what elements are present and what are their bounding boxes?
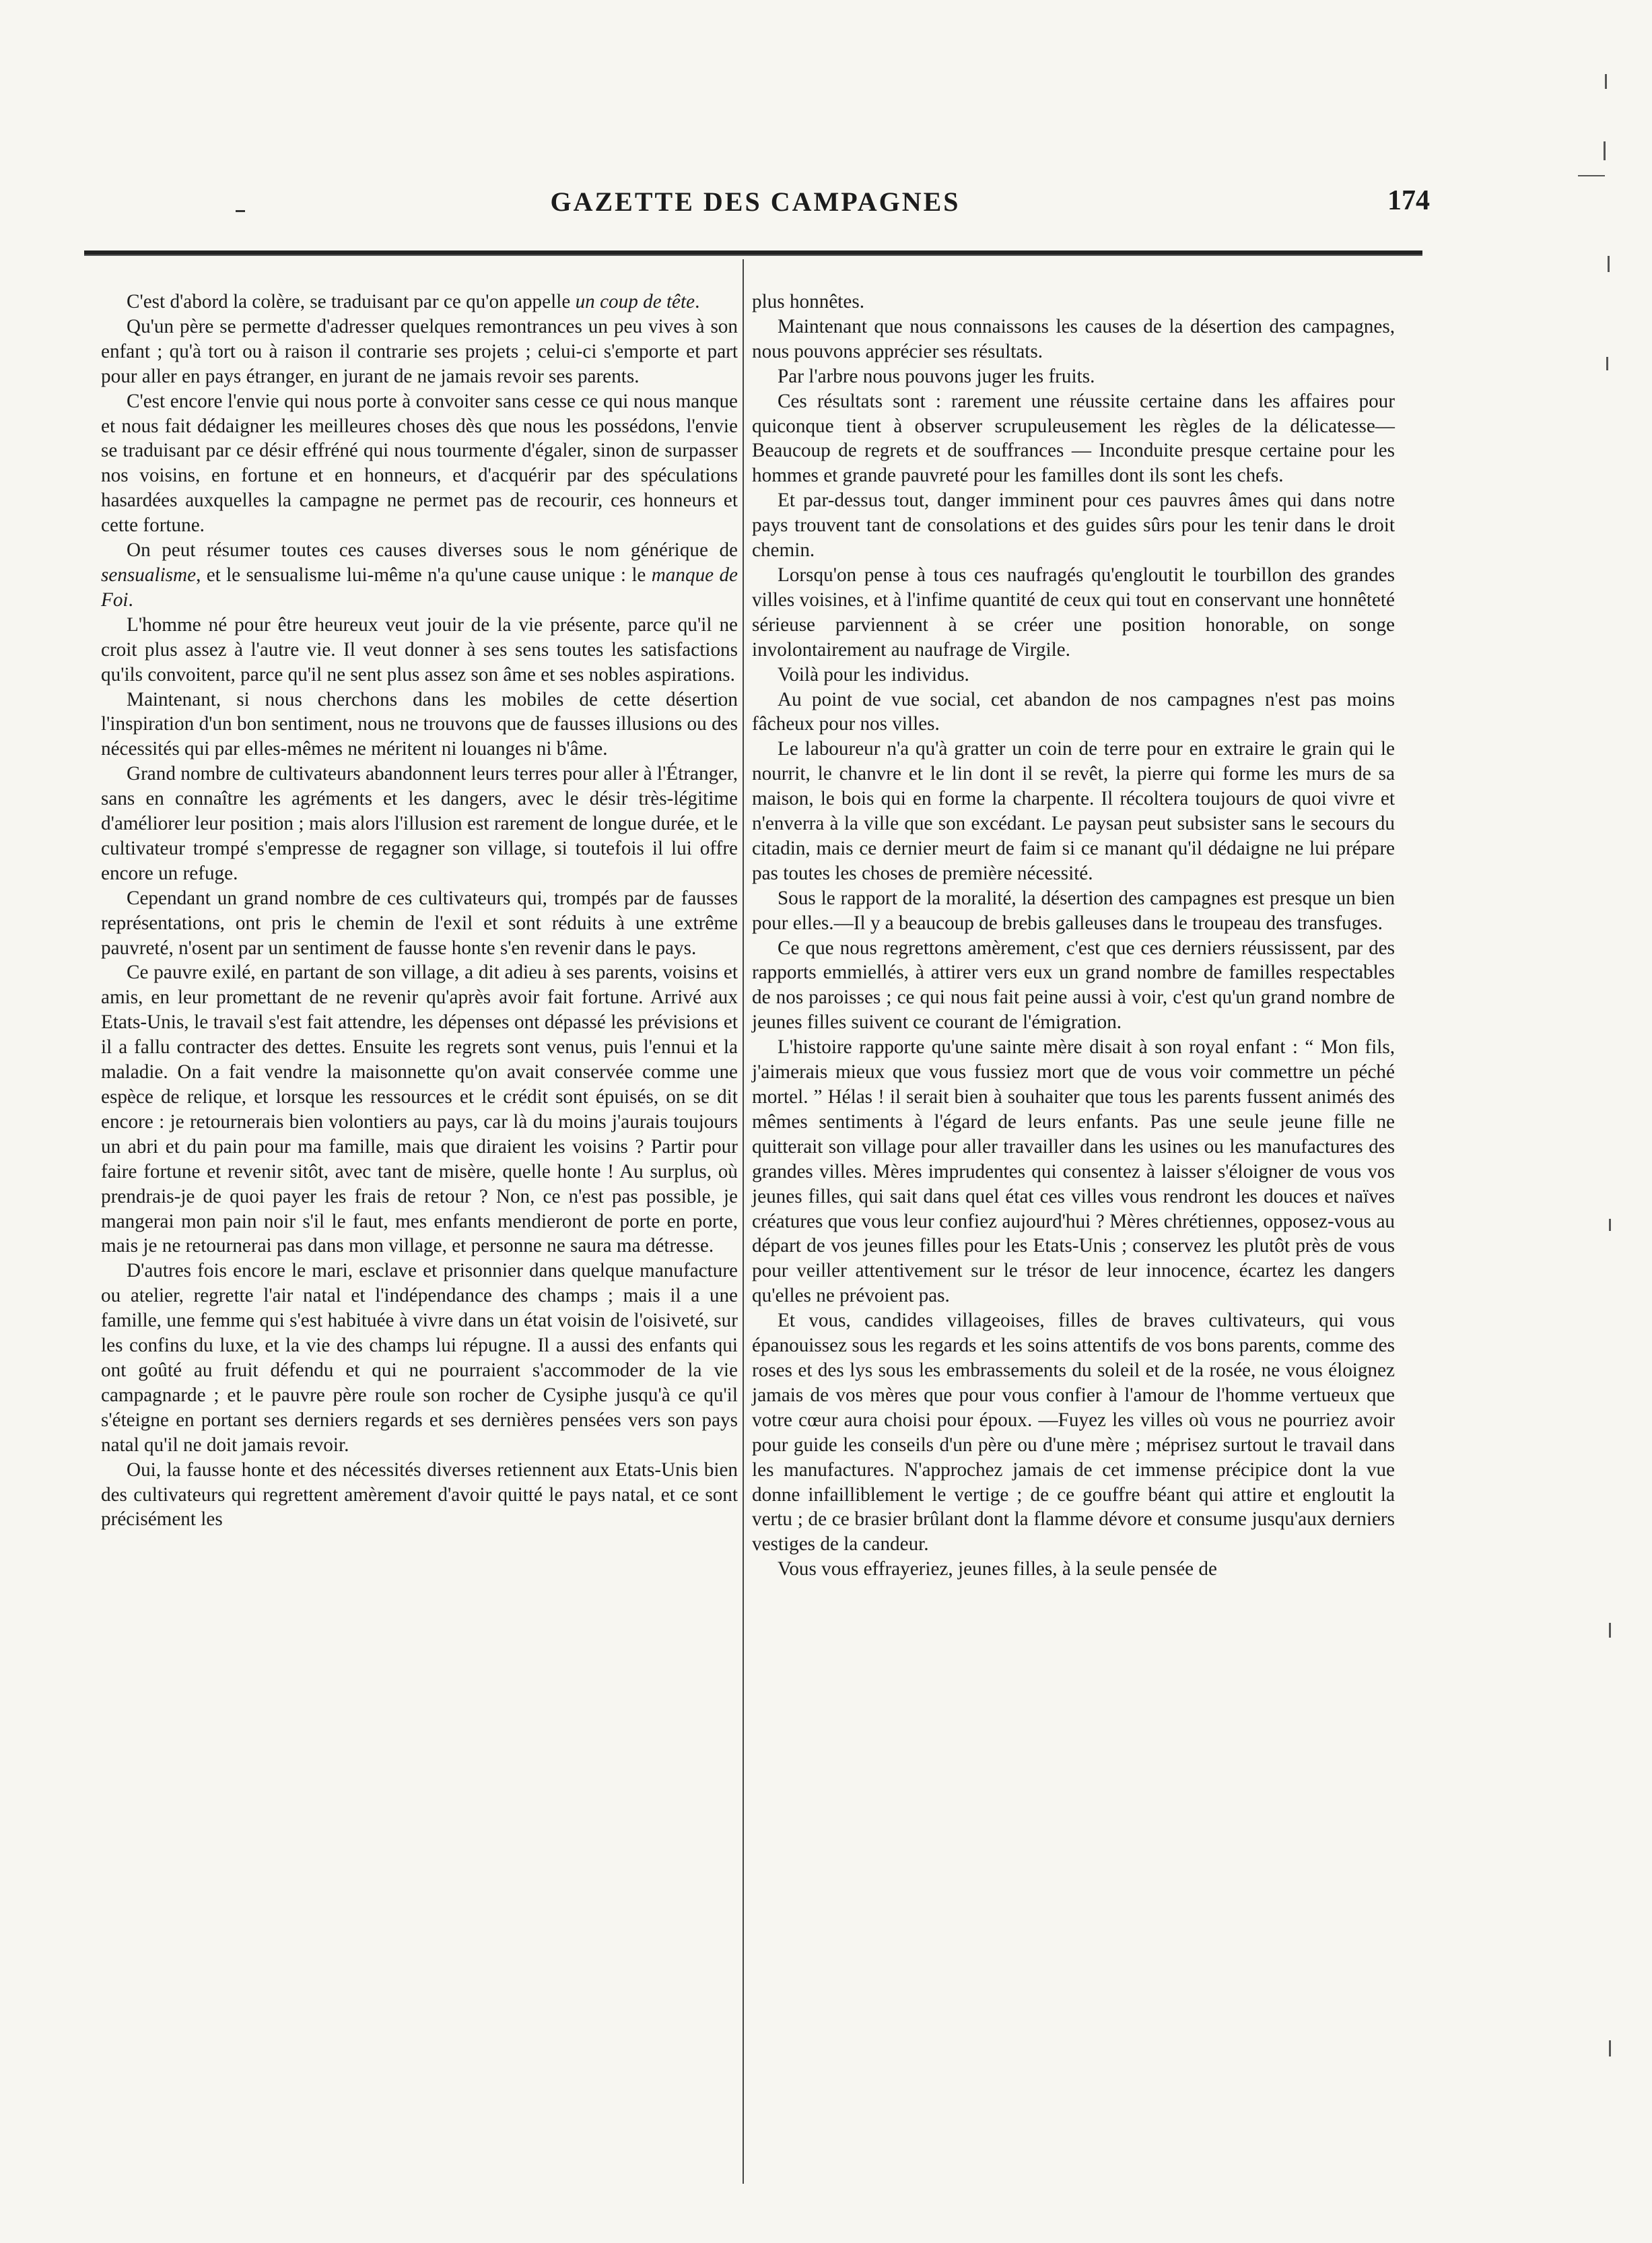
paragraph: Maintenant, si nous cherchons dans les mobiles de cette désertion l'inspiration d'un bon sentiment, nous ne trouvons que de fausses illusions ou des nécessités qui par elles-mêmes ne méritent ni louanges ni b'âme. xyxy=(101,688,738,760)
right-column xyxy=(752,290,1395,1582)
paragraph: Vous vous effrayeriez, jeunes filles, à la seule pensée de xyxy=(778,1558,1217,1580)
paragraph: plus honnêtes. xyxy=(752,291,865,312)
paragraph: Lorsqu'on pense à tous ces naufragés qu'engloutit le tourbillon des grandes villes voisines, et à l'infime quantité de ceux qui tout en conservant une honnêteté sérieuse parviennent à se créer une position honorable, on songe involontairement au naufrage de Virgile. xyxy=(752,564,1395,661)
paragraph: C'est encore l'envie qui nous porte à convoiter sans cesse ce qui nous manque et nous fait dédaigner les meilleures choses dès que nous les possédons, l'envie se traduisant par ce désir effréné qui nous tourmente d'égaler, sinon de surpasser nos voisins, en fortune et en honneurs, et d'acquérir par des spéculations hasardées auxquelles la campagne ne permet pas de recourir, ces honneurs et cette fortune. xyxy=(101,390,738,537)
paragraph: Oui, la fausse honte et des nécessités diverses retiennent aux Etats-Unis bien des cultivateurs qui regrettent amèrement d'avoir quitté le pays natal, et ce sont précisément les xyxy=(101,1459,738,1531)
paragraph: L'homme né pour être heureux veut jouir de la vie présente, parce qu'il ne croit plus assez à l'autre vie. Il veut donner à ses sens toutes les satisfactions qu'ils convoitent, parce qu'il ne sent plus assez son âme et ses nobles aspirations. xyxy=(101,613,738,685)
paragraph: Maintenant que nous connaissons les causes de la désertion des campagnes, nous pouvons apprécier ses résultats. xyxy=(752,315,1395,362)
text-run: . xyxy=(695,291,700,312)
paragraph: Grand nombre de cultivateurs abandonnent leurs terres pour aller à l'Étranger, sans en connaître les agréments et les dangers, avec le désir très-légitime d'améliorer leur position ; mais alors l'illusion est rarement de longue durée, et le cultivateur trompé s'empresse de regagner son village, si toutefois il lui offre encore un refuge. xyxy=(101,763,738,884)
italic-term: un coup de tête xyxy=(575,291,695,312)
paragraph: Le laboureur n'a qu'à gratter un coin de terre pour en extraire le grain qui le nourrit, le chanvre et le lin dont il se revêt, la pierre qui forme les murs de sa maison, le bois qui en forme la charpente. Il récoltera toujours de quoi vivre et n'enverra à la ville que son excédant. Le paysan peut subsister sans le secours du citadin, mais ce dernier meurt de faim si ce manant qu'il dédaigne ne lui prépare pas toutes les choses de première nécessité. xyxy=(752,738,1395,884)
page-title: GAZETTE DES CAMPAGNES xyxy=(550,187,961,217)
paragraph xyxy=(101,290,738,314)
italic-term: manque de Foi xyxy=(101,564,738,611)
page-header xyxy=(81,183,1430,237)
paragraph: Ces résultats sont : rarement une réussite certaine dans les affaires pour quiconque tient à observer scrupuleusement les règles de la délicatesse—Beaucoup de regrets et de souffrances — Inconduite presque certaine pour les hommes et grande pauvreté pour les familles dont ils sont les chefs. xyxy=(752,390,1395,487)
paragraph: Voilà pour les individus. xyxy=(778,663,969,685)
paragraph: D'autres fois encore le mari, esclave et prisonnier dans quelque manufacture ou atelier, regrette l'air natal et l'indépendance des champs ; mais il a une famille, une femme qui s'est habituée à vivre dans un état voisin de l'oisiveté, sur les confins du luxe, et la vie des champs lui répugne. Il a aussi des enfants qui ont goûté au fruit défendu et qui ne pourraient s'accommoder de la vie campagnarde ; et le pauvre père roule son rocher de Cysiphe jusqu'à ce qu'il s'éteigne en portant ses derniers regards et ses dernières pensées vers son pays natal qu'il ne doit jamais revoir. xyxy=(101,1260,738,1456)
text-run: C'est d'abord la colère, se traduisant par ce qu'on appelle xyxy=(127,291,576,312)
paragraph: Cependant un grand nombre de ces cultivateurs qui, trompés par de fausses représentations, ont pris le chemin de l'exil et sont réduits à une extrême pauvreté, n'osent par un sentiment de fausse honte s'en revenir dans le pays. xyxy=(101,887,738,959)
paragraph: Au point de vue social, cet abandon de nos campagnes n'est pas moins fâcheux pour nos villes. xyxy=(752,688,1395,735)
paragraph: Ce que nous regrettons amèrement, c'est que ces derniers réussissent, par des rapports emmiellés, à attirer vers eux un grand nombre de familles respectables de nos paroisses ; ce qui nous fait peine aussi à voir, c'est qu'un grand nombre de jeunes filles suivent ce courant de l'émigration. xyxy=(752,937,1395,1034)
header-rule xyxy=(84,250,1422,256)
page-number: 174 xyxy=(1387,185,1430,216)
paragraph: Qu'un père se permette d'adresser quelques remontrances un peu vives à son enfant ; qu'à tort ou à raison il contrarie ses projets ; celui-ci s'emporte et part pour aller en pays étranger, en jurant de ne jamais revoir ses parents. xyxy=(101,315,738,387)
text-run: . xyxy=(128,589,133,611)
paragraph: Sous le rapport de la moralité, la désertion des campagnes est presque un bien pour elles.—Il y a beaucoup de brebis galleuses dans le troupeau des transfuges. xyxy=(752,887,1395,934)
paragraph: Par l'arbre nous pouvons juger les fruits. xyxy=(778,365,1095,387)
paragraph: Ce pauvre exilé, en partant de son village, a dit adieu à ses parents, voisins et amis, en leur promettant de ne revenir qu'après avoir fait fortune. Arrivé aux Etats-Unis, le travail s'est fait attendre, les dépenses ont dépassé les prévisions et il a fallu contracter des dettes. Ensuite les regrets sont venus, puis l'ennui et la maladie. On a fait vendre la maisonnette qu'on avait conservée comme une espèce de relique, et lorsque les ressources et le crédit sont épuisés, on se dit encore : je retournerais bien volontiers au pays, car là du moins j'aurais toujours un abri et du pain pour ma famille, mais que diraient les voisins ? Partir pour faire fortune et revenir sitôt, avec tant de misère, quelle honte ! Au surplus, où prendrais-je de quoi payer les frais de retour ? Non, ce n'est pas possible, je mangerai mon pain noir s'il le faut, mes enfants mendieront de porte en porte, mais je ne retournerai pas dans mon village, et personne ne saura ma détresse. xyxy=(101,962,738,1257)
paragraph xyxy=(101,538,738,613)
text-run: On peut résumer toutes ces causes diverses sous le nom générique de xyxy=(127,539,738,562)
left-column xyxy=(101,290,738,1532)
italic-term: sensualisme xyxy=(101,564,197,586)
margin-specks xyxy=(1571,34,1625,2188)
paragraph: Et par-dessus tout, danger imminent pour ces pauvres âmes qui dans notre pays trouvent tant de consolations et des guides sûrs pour les tenir dans le droit chemin. xyxy=(752,490,1395,562)
paragraph: L'histoire rapporte qu'une sainte mère disait à son royal enfant : “ Mon fils, j'aimerais mieux que vous fussiez mort que de vous voir commettre un péché mortel. ” Hélas ! il serait bien à souhaiter que tous les parents fussent animés des mêmes sentiments à l'égard de leurs enfants. Pas une seule jeune fille ne quitterait son village pour aller travailler dans les usines ou les manufactures des grandes villes. Mères imprudentes qui consentez à laisser s'éloigner de vous vos jeunes filles, qui sait dans quel état ces villes vous rendront les douces et naïves créatures que vous leur confiez aujourd'hui ? Mères chrétiennes, opposez-vous au départ de vos jeunes filles pour les Etats-Unis ; conservez les plutôt près de vous pour veiller attentivement sur le trésor de leur innocence, écartez les dangers qu'elles ne prévoient pas. xyxy=(752,1036,1395,1307)
column-divider xyxy=(743,259,744,2184)
paragraph: Et vous, candides villageoises, filles de braves cultivateurs, qui vous épanouissez sous les regards et les soins attentifs de vos bons parents, comme des roses et des lys sous les embrassements du soleil et de la rosée, ne vous éloignez jamais de vos mères que pour vous confier à l'amour de l'homme vertueux que votre cœur aura choisi pour époux. —Fuyez les villes où vous ne pourriez avoir pour guide les conseils d'un père ou d'une mère ; méprisez surtout le travail dans les manufactures. N'approchez jamais de cet immense précipice dont la vue donne infailliblement le vertige ; de ce gouffre béant qui attire et engloutit la vertu ; de ce brasier brûlant dont la flamme dévore et consume jusqu'aux derniers vestiges de la candeur. xyxy=(752,1310,1395,1555)
text-run: , et le sensualisme lui-même n'a qu'une cause unique : le xyxy=(196,564,652,586)
